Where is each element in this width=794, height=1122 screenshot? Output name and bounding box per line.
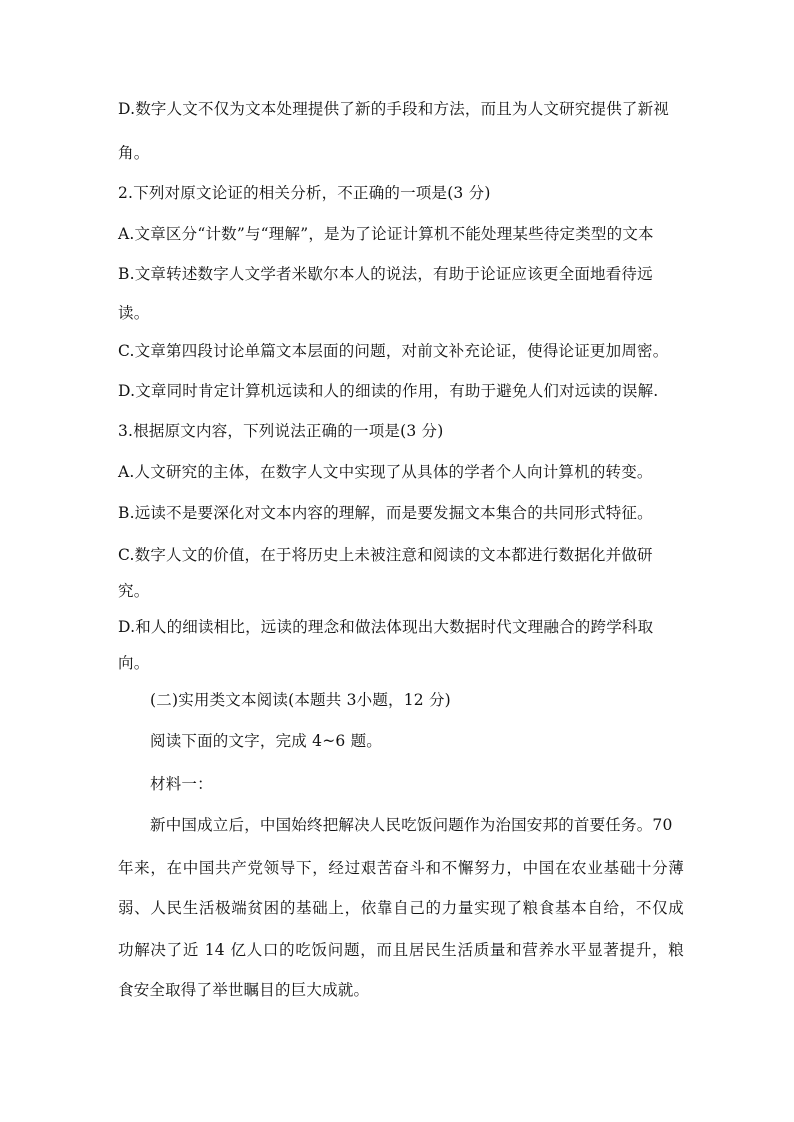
- question-3-option-b: B.远读不是要深化对文本内容的理解，而是要发掘文本集合的共同形式特征。: [118, 504, 653, 522]
- question-3-option-a: A.人文研究的主体，在数字人文中实现了从具体的学者个人向计算机的转变。: [118, 463, 653, 481]
- question-2-option-d: D.文章同时肯定计算机远读和人的细读的作用，有助于避免人们对远读的误解.: [118, 382, 659, 400]
- question-2-option-b-line2: 读。: [118, 304, 150, 322]
- paragraph-line: 功解决了近 14 亿人口的吃饭问题，而且居民生活质量和营养水平显著提升，粮: [118, 941, 684, 959]
- question-2-option-a: A.文章区分“计数”与“理解”，是为了论证计算机不能处理某些待定类型的文本: [118, 225, 654, 243]
- question-2-stem: 2.下列对原文论证的相关分析，不正确的一项是(3 分): [118, 184, 491, 202]
- section-2-instruction: 阅读下面的文字，完成 4~6 题。: [150, 732, 382, 750]
- question-3-option-c-line1: C.数字人文的价值，在于将历史上未被注意和阅读的文本都进行数据化并做研: [118, 546, 653, 564]
- question-2-option-b-line1: B.文章转述数字人文学者米歇尔本人的说法，有助于论证应该更全面地看待远: [118, 265, 653, 283]
- material-1-label: 材料一：: [150, 775, 213, 793]
- question-3-stem: 3.根据原文内容，下列说法正确的一项是(3 分): [118, 422, 444, 440]
- question-3-option-c-line2: 究。: [118, 582, 150, 600]
- q1-option-d-line1: D.数字人文不仅为文本处理提供了新的手段和方法，而且为人文研究提供了新视: [118, 100, 670, 118]
- question-3-option-d-line2: 向。: [118, 654, 150, 672]
- paragraph-line: 弱、人民生活极端贫困的基础上，依靠自己的力量实现了粮食基本自给，不仅成: [118, 899, 684, 917]
- question-2-option-c: C.文章第四段讨论单篇文本层面的问题，对前文补充论证，使得论证更加周密。: [118, 342, 669, 360]
- section-2-heading: (二)实用类文本阅读(本题共 3小题，12 分): [150, 691, 451, 709]
- paragraph-line: 年来，在中国共产党领导下，经过艰苦奋斗和不懈努力，中国在农业基础十分薄: [118, 859, 684, 877]
- q1-option-d-line2: 角。: [118, 144, 150, 162]
- paragraph-line: 食安全取得了举世瞩目的巨大成就。: [118, 981, 370, 999]
- question-3-option-d-line1: D.和人的细读相比，远读的理念和做法体现出大数据时代文理融合的跨学科取: [118, 618, 654, 636]
- paragraph-line: 新中国成立后，中国始终把解决人民吃饭问题作为治国安邦的首要任务。70: [150, 816, 673, 834]
